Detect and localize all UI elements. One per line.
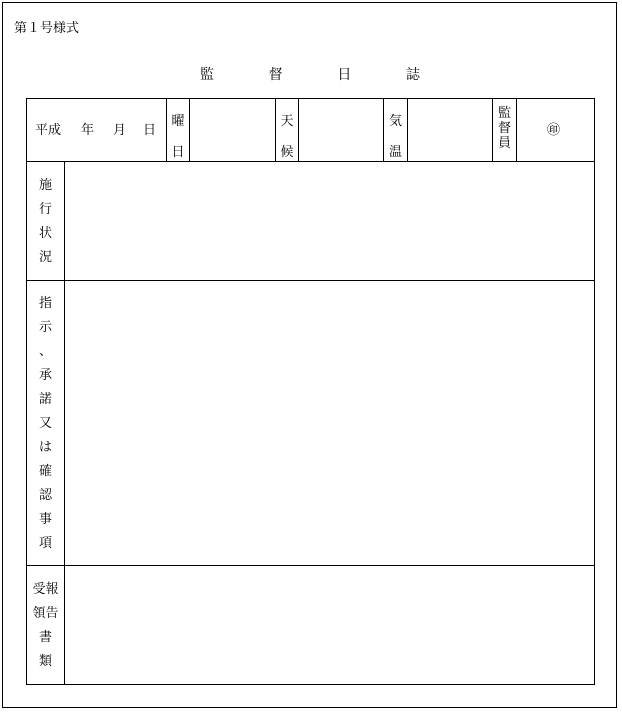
weekday-label: 曜 日 — [171, 114, 185, 160]
page-title — [200, 64, 420, 84]
weekday-input-cell[interactable] — [190, 99, 275, 161]
form-number: 第１号様式 — [14, 21, 80, 36]
temperature-input-cell[interactable] — [408, 99, 492, 161]
weather-label: 天 候 — [280, 114, 294, 160]
date-month-label: 月 — [113, 123, 127, 138]
instructions-input[interactable] — [65, 281, 594, 565]
reports-received-input[interactable] — [65, 566, 594, 684]
reports-received-label: 受報 領告 書 類 — [32, 582, 59, 669]
date-input-cell[interactable] — [27, 99, 166, 161]
title-char: 誌 — [405, 67, 420, 83]
title-char: 督 — [268, 67, 283, 83]
date-era-label: 平成 — [35, 123, 62, 138]
supervisor-label: 監 督 員 — [497, 106, 511, 151]
date-year-label: 年 — [81, 123, 95, 138]
date-day-label: 日 — [143, 123, 157, 138]
title-char: 監 — [200, 67, 214, 83]
title-char: 日 — [337, 67, 352, 83]
construction-status-input[interactable] — [65, 162, 594, 280]
weather-input-cell[interactable] — [299, 99, 383, 161]
instructions-label: 指 示 、 承 諾 又 は 確 認 事 項 — [38, 296, 52, 551]
construction-status-label: 施 行 状 況 — [38, 178, 52, 265]
seal-mark: ㊞ — [547, 123, 561, 138]
temperature-label: 気 温 — [388, 114, 402, 160]
